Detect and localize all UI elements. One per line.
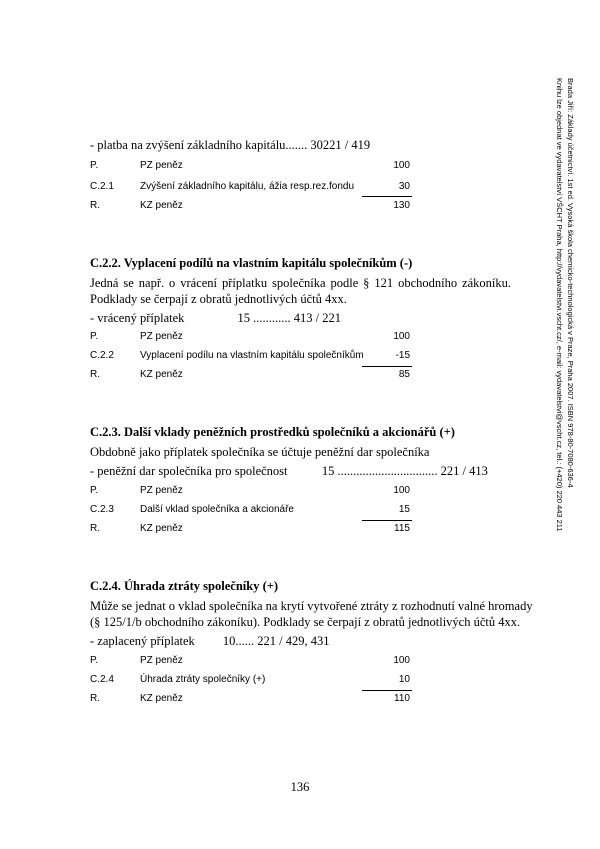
row-desc: Další vklad společníka a akcionáře (140, 504, 294, 515)
row-desc: KZ peněz (140, 369, 183, 380)
row-desc: Vyplacení podílu na vlastním kapitálu společníkům (140, 350, 364, 361)
block0-intro: - platba na zvýšení základního kapitálu....... 30221 / 419 (90, 138, 371, 152)
table-row (90, 350, 410, 364)
table-row (90, 693, 410, 707)
section-text: Podklady se čerpají z obratů jednotlivých účtů 4xx. (90, 292, 347, 306)
row-desc: Zvýšení základního kapitálu, ážia resp.rez.fondu (140, 181, 355, 192)
row-code: P. (90, 485, 99, 496)
sum-rule (362, 366, 412, 367)
row-code: P. (90, 655, 99, 666)
section-text: Jedná se např. o vrácení příplatku společníka podle § 121 obchodního zákoníku. (90, 276, 511, 290)
table-row (90, 369, 410, 383)
row-amount: 15 (398, 504, 410, 515)
side-citation (554, 78, 576, 532)
row-code: R. (90, 200, 100, 211)
row-code: C.2.4 (90, 674, 114, 685)
table-row (90, 485, 410, 499)
section-intro: - vrácený příplatek 15 ............ 413 / 221 (90, 311, 341, 325)
table-row (90, 523, 410, 537)
section-intro: - zaplacený příplatek 10...... 221 / 429, 431 (90, 634, 330, 648)
section-text: Může se jednat o vklad společníka na krytí vytvořené ztráty z rozhodnutí valné hromady (90, 599, 533, 613)
sum-rule (362, 520, 412, 521)
table-row (90, 331, 410, 345)
row-code: P. (90, 331, 99, 342)
row-code: C.2.3 (90, 504, 114, 515)
section-heading: C.2.4. Úhrada ztráty společníky (+) (90, 579, 279, 593)
row-desc: PZ peněz (140, 485, 183, 496)
row-amount: 85 (398, 369, 410, 380)
row-amount: 110 (394, 693, 410, 704)
row-code: R. (90, 523, 100, 534)
row-amount: 100 (393, 331, 410, 342)
table-row (90, 200, 410, 214)
row-desc: Úhrada ztráty společníky (+) (140, 674, 266, 685)
section-intro: - peněžní dar společníka pro společnost 15 ................................ 221 / 413 (90, 464, 488, 478)
section-heading: C.2.2. Vyplacení podílů na vlastním kapitálu společníkům (-) (90, 256, 413, 270)
table-row (90, 160, 410, 174)
row-desc: PZ peněz (140, 160, 183, 171)
sum-rule (362, 690, 412, 691)
row-amount: 30 (398, 181, 410, 192)
row-code: R. (90, 369, 100, 380)
row-amount: 100 (393, 485, 410, 496)
row-amount: 130 (393, 200, 410, 211)
page-number: 136 (290, 780, 310, 794)
row-code: P. (90, 160, 99, 171)
row-amount: 100 (393, 160, 410, 171)
table-row (90, 655, 410, 669)
side-citation-line2: Knihu lze objednat ve vydavatelství VŠCHT Praha, http://vydavatelstvi.vscht.cz/, e-mail: vydavatelstvi@vscht.cz, tel.: (+420) 220 443 211 (555, 78, 564, 532)
row-code: R. (90, 693, 100, 704)
row-desc: KZ peněz (140, 523, 183, 534)
row-desc: PZ peněz (140, 331, 183, 342)
row-desc: KZ peněz (140, 693, 183, 704)
section-text: (§ 125/1/b obchodního zákoníku). Podklady se čerpají z obratů jednotlivých účtů 4xx. (90, 615, 521, 629)
side-citation-line1: Brada Jiří: Základy účetnictví. 1st ed. Vysoká škola chemicko-technologická v Praze, Praha 2007. ISBN 978-80-7080-636-4 (566, 78, 575, 488)
row-amount: 100 (393, 655, 410, 666)
row-amount: 115 (394, 523, 410, 534)
table-row (90, 674, 410, 688)
sum-rule (362, 196, 412, 197)
table-row (90, 504, 410, 518)
row-code: C.2.1 (90, 181, 114, 192)
row-desc: KZ peněz (140, 200, 183, 211)
section-heading: C.2.3. Další vklady peněžních prostředků společníků a akcionářů (+) (90, 425, 455, 439)
table-row (90, 181, 410, 195)
row-desc: PZ peněz (140, 655, 183, 666)
section-text: Obdobně jako příplatek společníka se účtuje peněžní dar společníka (90, 445, 430, 459)
row-amount: -15 (395, 350, 410, 361)
row-amount: 10 (398, 674, 410, 685)
row-code: C.2.2 (90, 350, 114, 361)
